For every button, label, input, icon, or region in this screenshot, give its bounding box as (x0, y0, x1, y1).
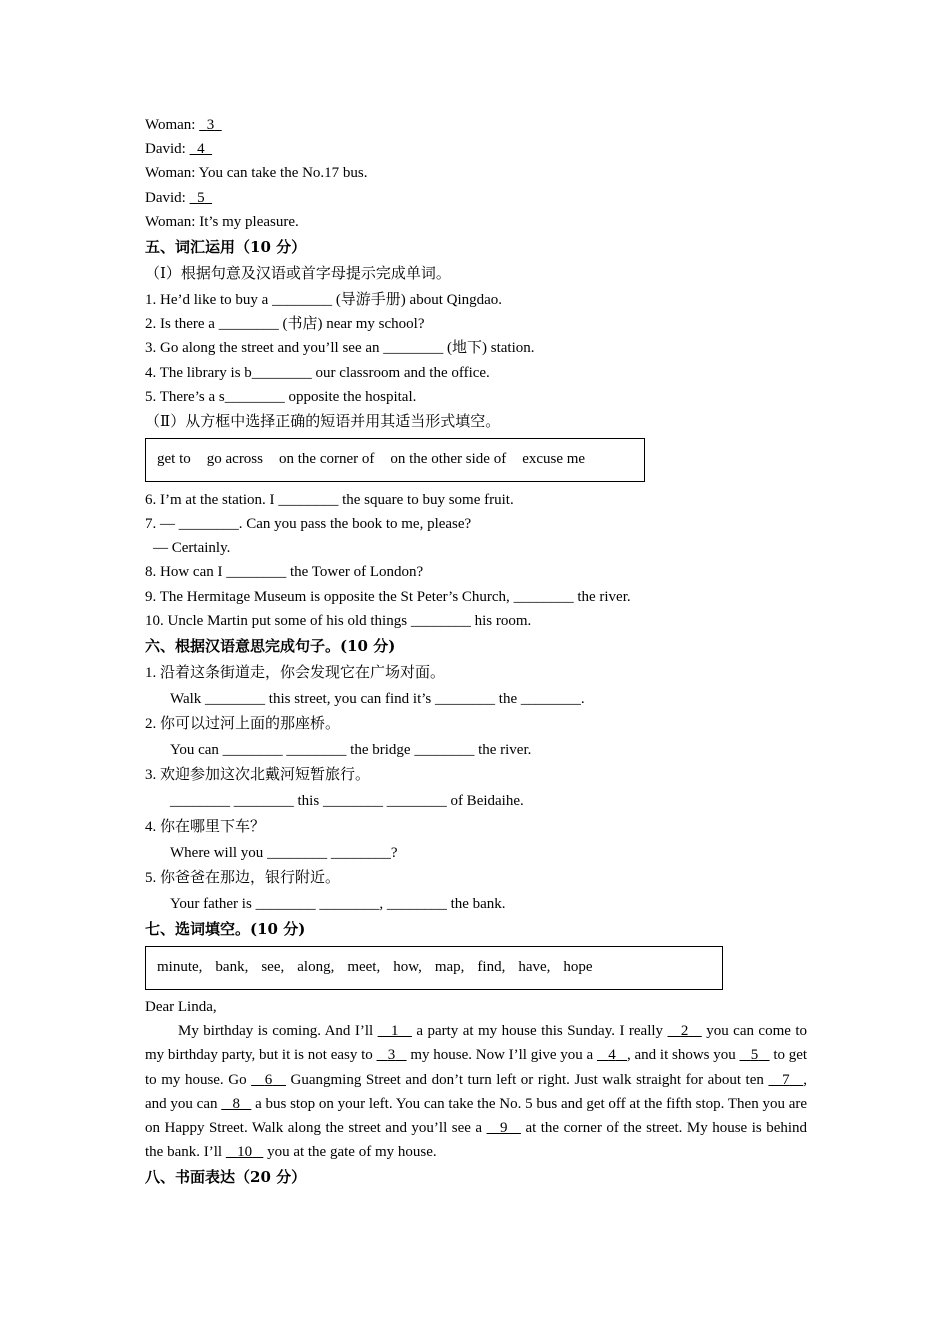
answer-blank: 3 (206, 117, 215, 133)
phrase-box (145, 438, 645, 482)
fill-blank: ________ (319, 895, 380, 912)
item-text: , (379, 895, 387, 912)
vocab-item (145, 385, 807, 409)
passage-text: a party at my house this Sunday. I really (411, 1023, 668, 1040)
word-option: meet, (347, 959, 381, 976)
dialog-line: Woman: You can take the No.17 bus. (145, 165, 368, 182)
dialog-line: Woman: It’s my pleasure. (145, 213, 299, 230)
item-hint: (导游手册) about Qingdao. (332, 291, 503, 308)
blank-number: 3 (387, 1047, 396, 1064)
translation-prompt: 3. 欢迎参加这次北戴河短暂旅行。 (145, 767, 371, 784)
section-5-part-1-items (145, 288, 807, 409)
phrase-option: go across (206, 451, 263, 468)
item-text: 4. The library is b (145, 364, 252, 381)
word-option: bank, (215, 959, 249, 976)
fill-blank: ________ (330, 844, 391, 861)
passage-text: you at the gate of my house. (263, 1144, 437, 1161)
item-text: ? (390, 844, 398, 861)
translation-prompt: 4. 你在哪里下车？ (145, 818, 266, 835)
translation-answer (145, 841, 807, 865)
item-text: 7. — (145, 516, 179, 533)
translation-prompt: 5. 你爸爸在那边，银行附近。 (145, 869, 341, 886)
item-text: his room. (470, 612, 532, 629)
section-6-items (145, 660, 807, 916)
fill-blank: ________ (414, 742, 475, 759)
passage-text: you can come to my birthday party, but it is not easy to (145, 1023, 808, 1064)
blank-number: 1 (391, 1023, 399, 1040)
translation-prompt: 1. 沿着这条街道走，你会发现它在广场对面。 (145, 665, 446, 681)
item-text: the river. (474, 742, 532, 759)
item-text: of Beidaihe. (446, 793, 524, 810)
fill-blank: ________ (435, 691, 496, 707)
passage-blank (377, 1047, 407, 1063)
word-option: map, (434, 959, 465, 976)
answer-blank: 4 (197, 141, 205, 158)
item-text: Where will you (170, 844, 268, 861)
blank-number: 6 (264, 1071, 273, 1088)
letter-passage (145, 1019, 807, 1164)
passage-text: my house. Now I’ll give you a (406, 1047, 597, 1064)
section-5-title: 五、词汇运用（10 分） (145, 237, 307, 256)
item-hint: (书店) near my school? (278, 316, 425, 333)
phrase-item (145, 585, 807, 609)
word-box (145, 946, 723, 990)
fill-blank: ________ (251, 364, 312, 381)
item-text: 9. The Hermitage Museum is opposite the St Peter’s Church, (145, 588, 514, 605)
fill-blank: ________ (170, 793, 230, 810)
item-text: — Certainly. (153, 540, 231, 557)
passage-text: , and it shows you (627, 1047, 740, 1064)
passage-blank (487, 1120, 521, 1136)
passage-blank (221, 1096, 251, 1112)
word-option: have, (518, 959, 551, 976)
phrase-item (145, 512, 807, 536)
translation-answer (145, 789, 807, 813)
section-8-title: 八、书面表达（20 分） (145, 1168, 307, 1187)
item-text: the river. (573, 588, 631, 605)
item-text: the bank. (446, 895, 506, 912)
fill-blank: ________ (272, 291, 333, 308)
worksheet-content (145, 113, 807, 1191)
phrase-item (145, 560, 807, 584)
translation-answer (145, 687, 807, 711)
vocab-item (145, 336, 807, 360)
passage-text: at the corner of the street. My house is behind the bank. I’ll (145, 1119, 808, 1161)
passage-text: , and you can (145, 1071, 807, 1112)
fill-blank: ________ (222, 742, 283, 759)
item-text: 2. Is there a (145, 316, 219, 333)
phrase-item (145, 488, 807, 512)
section-7-title: 七、选词填空。(10 分) (145, 919, 306, 938)
section-5-part-1-title: （Ⅰ）根据句意及汉语或首字母提示完成单词。 (145, 265, 451, 282)
item-text: . Can you pass the book to me, please? (238, 516, 472, 533)
fill-blank: ________ (255, 895, 316, 912)
phrase-item (145, 609, 807, 633)
word-option: find, (477, 959, 506, 976)
passage-text: My birthday is coming. And I’ll (178, 1023, 378, 1040)
dialog-line-david-4 (145, 137, 807, 161)
fill-blank: ________ (226, 564, 287, 581)
fill-blank: ________ (224, 388, 285, 405)
blank-number: 9 (500, 1119, 508, 1136)
item-text: this (293, 793, 323, 810)
phrase-option: excuse me (522, 451, 586, 468)
vocab-item (145, 312, 807, 336)
blank-number: 10 (237, 1144, 253, 1161)
item-text: the square to buy some fruit. (338, 491, 514, 508)
dialog-line-woman-3 (145, 113, 807, 137)
blank-number: 7 (782, 1071, 790, 1088)
translation-prompt: 2. 你可以过河上面的那座桥。 (145, 716, 341, 733)
item-text: 6. I’m at the station. I (145, 491, 279, 508)
blank-number: 5 (750, 1047, 759, 1064)
vocab-item (145, 361, 807, 385)
item-hint: (地下) station. (443, 340, 535, 357)
fill-blank: ________ (410, 612, 471, 629)
passage-blank (668, 1023, 702, 1039)
item-text: the (495, 691, 521, 707)
item-text: You can (170, 742, 223, 759)
item-text: Walk (170, 691, 206, 707)
answer-blank: 5 (197, 189, 205, 206)
fill-blank: ________ (218, 316, 279, 333)
phrase-option: get to (157, 451, 191, 468)
fill-blank: ________ (322, 793, 383, 810)
item-text: the bridge (346, 742, 415, 759)
section-5-part-2-items (145, 488, 807, 633)
section-5-part-2-title: （Ⅱ）从方框中选择正确的短语并用其适当形式填空。 (145, 413, 501, 430)
vocab-item (145, 288, 807, 312)
blank-number: 8 (232, 1095, 241, 1112)
fill-blank: ________ (386, 895, 447, 912)
fill-blank: ________ (286, 742, 347, 759)
section-6-title: 六、根据汉语意思完成句子。(10 分) (145, 637, 396, 655)
fill-blank: ________ (386, 793, 447, 810)
passage-blank (226, 1144, 264, 1160)
fill-blank: ________ (205, 691, 266, 707)
speaker: David: (145, 141, 186, 158)
item-text: 3. Go along the street and you’ll see an (145, 340, 384, 357)
fill-blank: ________ (513, 588, 574, 605)
item-text: 10. Uncle Martin put some of his old things (145, 612, 411, 629)
passage-blank (768, 1072, 803, 1088)
word-option: minute, (157, 959, 203, 976)
item-hint: our classroom and the office. (311, 364, 490, 381)
phrase-option: on the corner of (279, 451, 375, 468)
phrase-item (145, 536, 807, 560)
fill-blank: ________ (178, 516, 239, 533)
fill-blank: ________ (520, 691, 581, 707)
item-hint: opposite the hospital. (284, 388, 417, 405)
fill-blank: ________ (278, 491, 339, 508)
passage-blank (378, 1023, 412, 1039)
passage-blank (740, 1047, 770, 1063)
item-text: the Tower of London? (286, 564, 424, 581)
word-option: see, (261, 959, 285, 976)
word-option: how, (393, 959, 422, 976)
passage-blank (251, 1072, 286, 1088)
item-text: 5. There’s a s (145, 388, 225, 405)
fill-blank: ________ (267, 844, 328, 861)
fill-blank: ________ (383, 340, 444, 357)
speaker: Woman: (145, 117, 196, 133)
phrase-option: on the other side of (390, 451, 507, 468)
blank-number: 4 (608, 1047, 616, 1064)
word-option: hope (563, 959, 593, 976)
item-text: 1. He’d like to buy a (145, 291, 273, 308)
fill-blank: ________ (233, 793, 294, 810)
letter-greeting: Dear Linda, (145, 998, 217, 1015)
item-text: 8. How can I (145, 564, 227, 581)
passage-text: a bus stop on your left. You can take the No. 5 bus and get off at the fifth stop. Then you are on Happy Street. Walk along the street and you’ll see a (145, 1095, 808, 1136)
blank-number: 2 (680, 1023, 689, 1040)
passage-text: Guangming Street and don’t turn left or right. Just walk straight for about ten (285, 1071, 769, 1088)
item-text: . (580, 691, 585, 707)
item-text: this street, you can find it’s (265, 691, 436, 707)
translation-answer (145, 738, 807, 762)
dialog-line-david-5 (145, 186, 807, 210)
passage-blank (597, 1047, 627, 1063)
item-text: Your father is (170, 895, 256, 912)
word-option: along, (297, 959, 335, 976)
passage-text: to get to my house. Go (145, 1047, 808, 1088)
speaker: David: (145, 189, 186, 206)
translation-answer (145, 892, 807, 916)
